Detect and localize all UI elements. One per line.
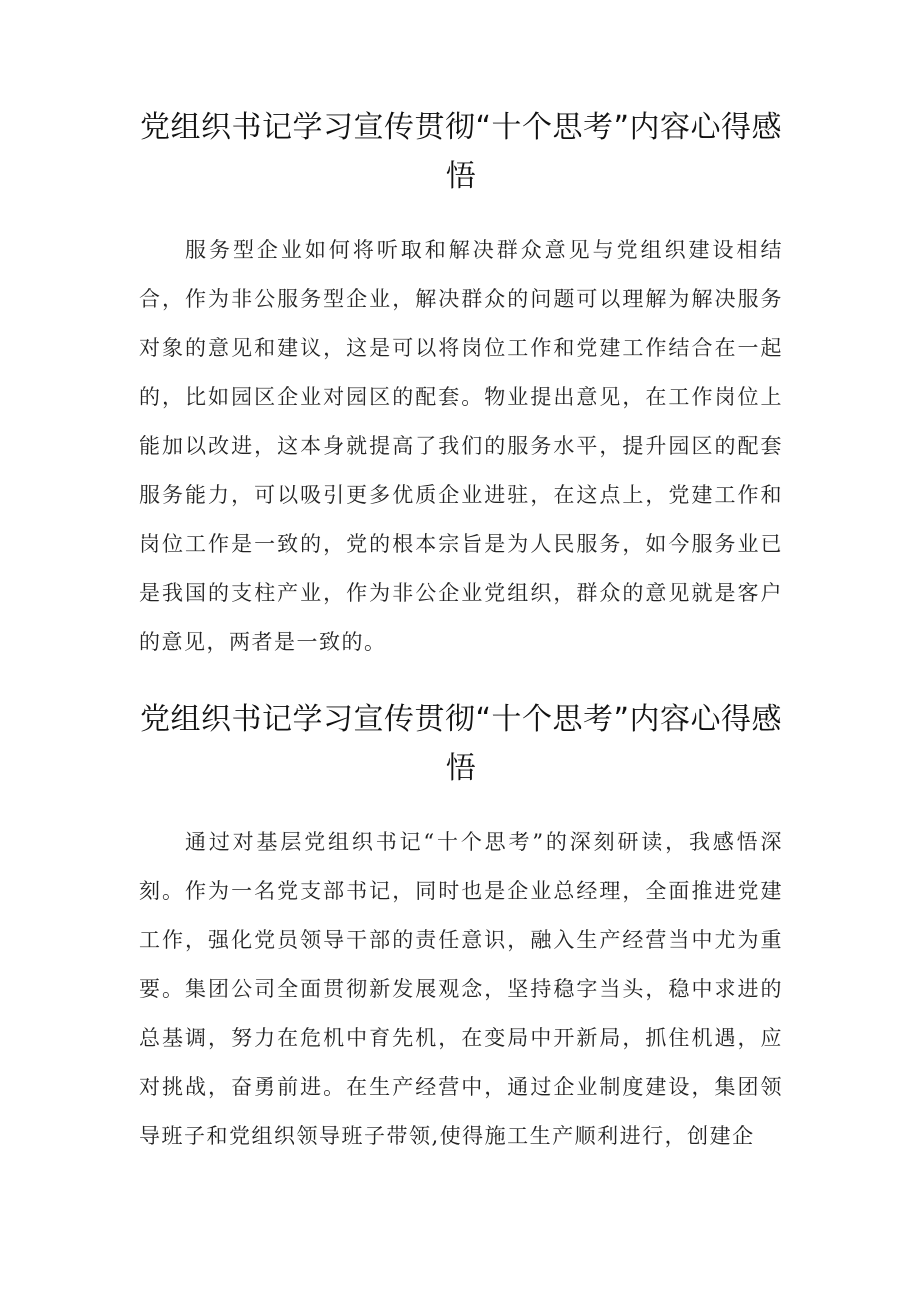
article-section-1 <box>139 103 783 667</box>
article-title-1: 党组织书记学习宣传贯彻“十个思考”内容心得感悟 <box>139 110 783 194</box>
article-section-2 <box>139 695 783 1161</box>
article-body-2: 通过对基层党组织书记“十个思考”的深刻研读，我感悟深刻。作为一名党支部书记，同时也是企业总经理，全面推进党建工作，强化党员领导干部的责任意识，融入生产经营当中尤为重要。集团公司全面贯彻新发展观念，坚持稳字当头，稳中求进的总基调，努力在危机中育先机，在变局中开新局，抓住机遇，应对挑战，奋勇前进。在生产经营中，通过企业制度建设，集团领导班子和党组织领导班子带领,使得施工生产顺利进行，创建企 <box>139 830 783 1148</box>
article-title-2: 党组织书记学习宣传贯彻“十个思考”内容心得感悟 <box>139 702 783 786</box>
article-body-1: 服务型企业如何将听取和解决群众意见与党组织建设相结合，作为非公服务型企业，解决群众的问题可以理解为解决服务对象的意见和建议，这是可以将岗位工作和党建工作结合在一起的，比如园区企业对园区的配套。物业提出意见，在工作岗位上能加以改进，这本身就提高了我们的服务水平，提升园区的配套服务能力，可以吸引更多优质企业进驻，在这点上，党建工作和岗位工作是一致的，党的根本宗旨是为人民服务，如今服务业已是我国的支柱产业，作为非公企业党组织，群众的意见就是客户的意见，两者是一致的。 <box>139 238 783 654</box>
